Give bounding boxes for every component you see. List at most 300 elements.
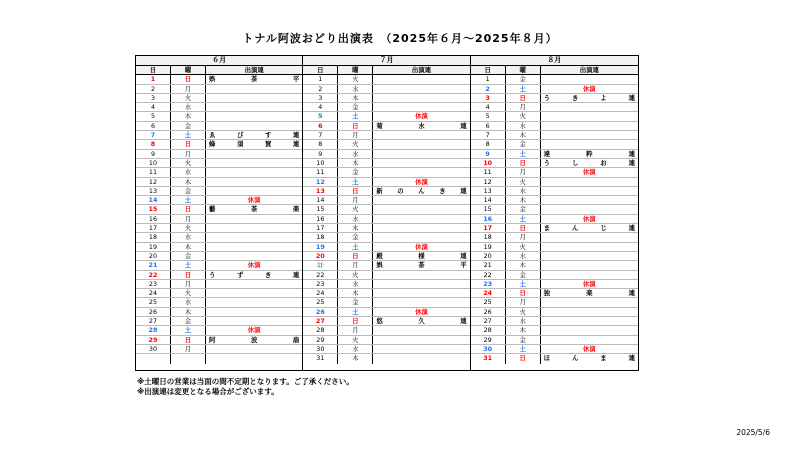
weekday-cell: 水 — [506, 252, 541, 260]
performer-cell — [206, 150, 302, 158]
performer-cell — [373, 94, 469, 102]
performer-header: 出演連 — [411, 66, 432, 74]
day-cell: 28 — [136, 326, 171, 334]
weekday-cell: 火 — [506, 243, 541, 251]
table-row — [303, 196, 469, 205]
weekday-cell: 火 — [338, 336, 373, 344]
day-cell: 13 — [471, 187, 506, 195]
day-cell: 25 — [471, 298, 506, 306]
weekday-cell: 水 — [171, 233, 206, 241]
weekday-cell: 土 — [338, 308, 373, 316]
day-cell: 18 — [136, 233, 171, 241]
weekday-cell: 土 — [506, 345, 541, 353]
weekday-cell: 月 — [171, 215, 206, 223]
performer-cell — [373, 150, 469, 158]
table-row — [303, 187, 469, 196]
table-row — [471, 122, 638, 131]
weekday-cell: 日 — [171, 336, 206, 344]
table-row — [471, 75, 638, 84]
weekday-cell: 月 — [338, 261, 373, 269]
performer-cell — [373, 168, 469, 176]
day-cell: 7 — [136, 131, 171, 139]
performer-cell — [373, 159, 469, 167]
closed-label: 休演 — [582, 168, 596, 177]
month-header: ７月 — [303, 56, 469, 66]
table-row — [471, 289, 638, 298]
performer-cell: ゑびす連 — [209, 131, 300, 140]
table-row — [136, 354, 302, 363]
table-row — [136, 298, 302, 307]
day-cell: 16 — [303, 215, 338, 223]
document-date: 2025/5/6 — [736, 428, 770, 437]
day-cell: 1 — [303, 75, 338, 83]
weekday-header: 曜 — [506, 66, 541, 74]
day-cell: 13 — [136, 187, 171, 195]
weekday-cell: 月 — [338, 326, 373, 334]
day-cell: 28 — [303, 326, 338, 334]
closed-label: 休演 — [415, 177, 428, 186]
table-row — [136, 94, 302, 103]
table-row — [136, 224, 302, 233]
weekday-cell: 金 — [171, 317, 206, 325]
page-title: トナル阿波おどり出演表 （2025年６月〜2025年８月） — [242, 32, 558, 45]
performer-cell — [206, 317, 302, 325]
performer-cell — [373, 345, 469, 353]
table-row — [303, 280, 469, 289]
performer-cell: 悠久連 — [376, 317, 467, 326]
performer-cell — [541, 178, 638, 186]
table-row — [136, 131, 302, 140]
table-row — [136, 159, 302, 168]
weekday-header: 曜 — [338, 66, 373, 74]
day-cell: 12 — [136, 178, 171, 186]
day-header: 日 — [471, 66, 506, 74]
day-cell: 24 — [303, 289, 338, 297]
weekday-cell: 火 — [338, 75, 373, 83]
weekday-cell: 日 — [506, 224, 541, 232]
performer-cell — [206, 178, 302, 186]
performer-cell — [541, 131, 638, 139]
weekday-cell: 火 — [506, 308, 541, 316]
performer-cell — [206, 243, 302, 251]
closed-label: 休演 — [582, 344, 596, 353]
table-row — [303, 224, 469, 233]
day-cell: 18 — [303, 233, 338, 241]
weekday-cell: 金 — [338, 168, 373, 176]
table-row — [136, 122, 302, 131]
weekday-cell: 火 — [338, 205, 373, 213]
performer-cell: 蜂須賀連 — [209, 140, 300, 149]
day-cell: 22 — [471, 271, 506, 279]
table-row — [471, 94, 638, 103]
performer-cell — [373, 289, 469, 297]
table-row — [303, 103, 469, 112]
table-row — [471, 233, 638, 242]
closed-label: 休演 — [582, 84, 596, 93]
performer-cell — [541, 140, 638, 148]
performer-cell — [206, 354, 302, 363]
table-row — [136, 271, 302, 280]
table-row — [471, 354, 638, 363]
day-cell: 30 — [303, 345, 338, 353]
day-cell: 16 — [136, 215, 171, 223]
table-row — [303, 112, 469, 121]
performer-cell: 娯茶平 — [209, 75, 300, 84]
table-row — [471, 103, 638, 112]
closed-label: 休演 — [247, 261, 261, 270]
table-row — [136, 261, 302, 270]
table-row — [471, 140, 638, 149]
day-header: 日 — [136, 66, 171, 74]
performer-cell: 殿様連 — [376, 251, 467, 260]
day-cell: 4 — [136, 103, 171, 111]
weekday-cell — [171, 354, 206, 363]
day-cell: 2 — [303, 85, 338, 93]
table-row — [303, 298, 469, 307]
performer-cell — [541, 308, 638, 316]
performer-cell — [541, 122, 638, 130]
day-cell: 26 — [471, 308, 506, 316]
table-row — [303, 271, 469, 280]
performer-cell: うしお連 — [543, 158, 635, 167]
day-cell: 15 — [136, 205, 171, 213]
day-cell: 3 — [471, 94, 506, 102]
day-cell: 18 — [471, 233, 506, 241]
weekday-cell: 月 — [338, 131, 373, 139]
table-row — [303, 317, 469, 326]
table-row — [303, 354, 469, 363]
table-row — [136, 252, 302, 261]
day-header: 日 — [303, 66, 338, 74]
table-row — [471, 215, 638, 224]
weekday-cell: 日 — [338, 122, 373, 130]
table-row — [303, 215, 469, 224]
performer-cell — [373, 224, 469, 232]
performer-cell — [373, 140, 469, 148]
performer-cell — [206, 103, 302, 111]
performer-cell — [541, 243, 638, 251]
table-row — [303, 140, 469, 149]
table-row — [471, 159, 638, 168]
weekday-cell: 木 — [338, 354, 373, 363]
performer-cell — [541, 187, 638, 195]
day-cell: 19 — [471, 243, 506, 251]
weekday-cell: 土 — [338, 178, 373, 186]
weekday-cell: 金 — [506, 271, 541, 279]
table-row — [471, 168, 638, 177]
table-row — [136, 168, 302, 177]
weekday-cell: 土 — [171, 261, 206, 269]
table-row — [471, 196, 638, 205]
weekday-cell: 土 — [171, 326, 206, 334]
closed-label: 休演 — [415, 242, 428, 251]
table-row — [471, 252, 638, 261]
table-row — [303, 205, 469, 214]
day-cell — [136, 354, 171, 363]
performer-cell — [373, 271, 469, 279]
day-cell: 24 — [136, 289, 171, 297]
note-line: ※出演連は変更となる場合がございます。 — [137, 387, 279, 396]
day-cell: 8 — [136, 140, 171, 148]
day-cell: ㉑ — [303, 261, 338, 269]
performer-cell: 藝茶楽 — [209, 205, 300, 214]
day-cell: 29 — [471, 336, 506, 344]
table-row — [303, 178, 469, 187]
weekday-cell: 月 — [506, 168, 541, 176]
performer-cell — [373, 205, 469, 213]
table-row — [136, 187, 302, 196]
performer-cell — [206, 85, 302, 93]
day-cell: 7 — [303, 131, 338, 139]
day-cell: 20 — [471, 252, 506, 260]
performer-cell — [541, 336, 638, 344]
day-cell: 10 — [136, 159, 171, 167]
performer-cell — [206, 280, 302, 288]
performer-cell — [373, 131, 469, 139]
day-cell: 20 — [303, 252, 338, 260]
weekday-cell: 水 — [506, 122, 541, 130]
weekday-cell: 火 — [171, 94, 206, 102]
day-cell: 31 — [303, 354, 338, 363]
performer-cell — [206, 94, 302, 102]
closed-label: 休演 — [247, 196, 261, 205]
performer-cell — [541, 233, 638, 241]
weekday-cell: 日 — [506, 159, 541, 167]
table-row — [136, 336, 302, 345]
table-row — [136, 178, 302, 187]
rows-august — [471, 75, 638, 363]
day-cell: 2 — [136, 85, 171, 93]
performer-cell — [541, 261, 638, 269]
weekday-cell: 月 — [171, 345, 206, 353]
table-row — [136, 345, 302, 354]
performer-cell — [541, 326, 638, 334]
performer-cell: うきよ連 — [543, 93, 635, 102]
table-row — [136, 280, 302, 289]
day-cell: 11 — [136, 168, 171, 176]
performer-cell — [206, 308, 302, 316]
performer-cell: まんじ連 — [543, 224, 635, 233]
day-cell: 9 — [303, 150, 338, 158]
performer-cell: 新のんき連 — [376, 186, 467, 195]
table-row — [471, 326, 638, 335]
day-cell: 23 — [303, 280, 338, 288]
weekday-cell: 月 — [171, 150, 206, 158]
day-cell: 17 — [471, 224, 506, 232]
weekday-cell: 水 — [338, 150, 373, 158]
weekday-cell: 水 — [506, 317, 541, 325]
day-cell: 12 — [303, 178, 338, 186]
day-cell: 6 — [136, 122, 171, 130]
day-cell: 23 — [471, 280, 506, 288]
weekday-cell: 火 — [171, 159, 206, 167]
table-row — [471, 112, 638, 121]
performer-cell — [541, 112, 638, 120]
closed-label: 休演 — [247, 326, 261, 335]
rows-june — [136, 75, 302, 363]
performer-cell — [541, 252, 638, 260]
day-cell: 10 — [471, 159, 506, 167]
day-cell: 29 — [136, 336, 171, 344]
weekday-cell: 木 — [171, 308, 206, 316]
performer-cell: 達粋連 — [543, 149, 635, 158]
weekday-cell: 金 — [171, 252, 206, 260]
month-header: ６月 — [136, 56, 302, 66]
table-row — [303, 168, 469, 177]
weekday-cell: 水 — [338, 85, 373, 93]
day-cell: 19 — [136, 243, 171, 251]
day-cell: 1 — [471, 75, 506, 83]
weekday-cell: 金 — [506, 336, 541, 344]
day-cell: 20 — [136, 252, 171, 260]
weekday-cell: 木 — [338, 224, 373, 232]
performer-cell — [373, 75, 469, 83]
table-row — [136, 215, 302, 224]
table-row — [136, 103, 302, 112]
day-cell: 22 — [303, 271, 338, 279]
day-cell: 25 — [303, 298, 338, 306]
day-cell: 7 — [471, 131, 506, 139]
weekday-cell: 水 — [171, 168, 206, 176]
weekday-cell: 金 — [506, 205, 541, 213]
day-cell: 14 — [471, 196, 506, 204]
day-cell: 5 — [471, 112, 506, 120]
performer-cell — [206, 345, 302, 353]
day-cell: 5 — [303, 112, 338, 120]
closed-label: 休演 — [582, 279, 596, 288]
weekday-cell: 土 — [171, 196, 206, 204]
day-cell: 26 — [303, 308, 338, 316]
weekday-cell: 土 — [506, 85, 541, 93]
table-row — [471, 298, 638, 307]
performer-cell — [541, 103, 638, 111]
day-cell: 30 — [471, 345, 506, 353]
performer-cell — [206, 252, 302, 260]
weekday-cell: 日 — [171, 271, 206, 279]
table-row — [136, 85, 302, 94]
table-row — [136, 317, 302, 326]
weekday-cell: 木 — [338, 159, 373, 167]
performer-cell — [373, 85, 469, 93]
day-cell: 14 — [136, 196, 171, 204]
day-cell: 25 — [136, 298, 171, 306]
table-row — [303, 75, 469, 84]
performer-cell — [541, 298, 638, 306]
day-cell: 24 — [471, 289, 506, 297]
performer-cell — [206, 289, 302, 297]
weekday-cell: 水 — [338, 280, 373, 288]
day-cell: 14 — [303, 196, 338, 204]
table-row — [303, 308, 469, 317]
weekday-cell: 月 — [338, 196, 373, 204]
day-cell: 4 — [471, 103, 506, 111]
table-row — [471, 243, 638, 252]
column-header-row — [303, 66, 469, 75]
table-row — [471, 85, 638, 94]
day-cell: 9 — [471, 150, 506, 158]
weekday-cell: 日 — [506, 354, 541, 363]
day-cell: 6 — [471, 122, 506, 130]
weekday-cell: 月 — [506, 103, 541, 111]
table-row — [303, 131, 469, 140]
performer-cell — [373, 280, 469, 288]
table-row — [303, 252, 469, 261]
weekday-cell: 日 — [171, 205, 206, 213]
performer-cell — [541, 271, 638, 279]
weekday-cell: 日 — [338, 187, 373, 195]
performer-cell: うずき連 — [209, 270, 300, 279]
performer-cell — [541, 196, 638, 204]
performer-header: 出演連 — [244, 66, 264, 74]
day-cell: 6 — [303, 122, 338, 130]
performer-cell — [373, 233, 469, 241]
day-cell: 31 — [471, 354, 506, 363]
table-row — [136, 233, 302, 242]
performer-header: 出演連 — [579, 66, 599, 74]
table-row — [471, 131, 638, 140]
table-row — [136, 308, 302, 317]
weekday-cell: 金 — [338, 103, 373, 111]
day-cell: 12 — [471, 178, 506, 186]
table-row — [471, 261, 638, 270]
weekday-cell: 月 — [171, 85, 206, 93]
weekday-cell: 土 — [506, 280, 541, 288]
weekday-cell: 水 — [338, 345, 373, 353]
weekday-cell: 木 — [506, 326, 541, 334]
column-header-row — [471, 66, 638, 75]
day-cell: 22 — [136, 271, 171, 279]
table-row — [303, 326, 469, 335]
table-row — [471, 336, 638, 345]
table-row — [303, 94, 469, 103]
weekday-cell: 水 — [171, 298, 206, 306]
day-cell: 1 — [136, 75, 171, 83]
weekday-cell: 金 — [171, 122, 206, 130]
day-cell: 9 — [136, 150, 171, 158]
table-row — [136, 289, 302, 298]
weekday-cell: 木 — [338, 289, 373, 297]
weekday-cell: 日 — [506, 289, 541, 297]
weekday-cell: 金 — [338, 298, 373, 306]
performer-cell — [541, 75, 638, 83]
day-cell: 29 — [303, 336, 338, 344]
day-cell: 17 — [136, 224, 171, 232]
weekday-cell: 木 — [506, 261, 541, 269]
day-cell: 5 — [136, 112, 171, 120]
day-cell: 28 — [471, 326, 506, 334]
schedule-tables — [135, 55, 639, 371]
month-august — [471, 56, 638, 370]
weekday-cell: 木 — [506, 196, 541, 204]
day-cell: 19 — [303, 243, 338, 251]
table-row — [471, 224, 638, 233]
weekday-cell: 土 — [506, 215, 541, 223]
performer-cell — [373, 215, 469, 223]
weekday-header: 曜 — [171, 66, 206, 74]
weekday-cell: 金 — [338, 233, 373, 241]
table-row — [303, 243, 469, 252]
day-cell: 21 — [136, 261, 171, 269]
month-header: ８月 — [471, 56, 638, 66]
day-cell: 23 — [136, 280, 171, 288]
table-row — [136, 112, 302, 121]
performer-cell — [206, 168, 302, 176]
weekday-cell: 土 — [338, 112, 373, 120]
month-june — [136, 56, 303, 370]
table-row — [471, 205, 638, 214]
performer-cell — [373, 326, 469, 334]
weekday-cell: 日 — [171, 140, 206, 148]
